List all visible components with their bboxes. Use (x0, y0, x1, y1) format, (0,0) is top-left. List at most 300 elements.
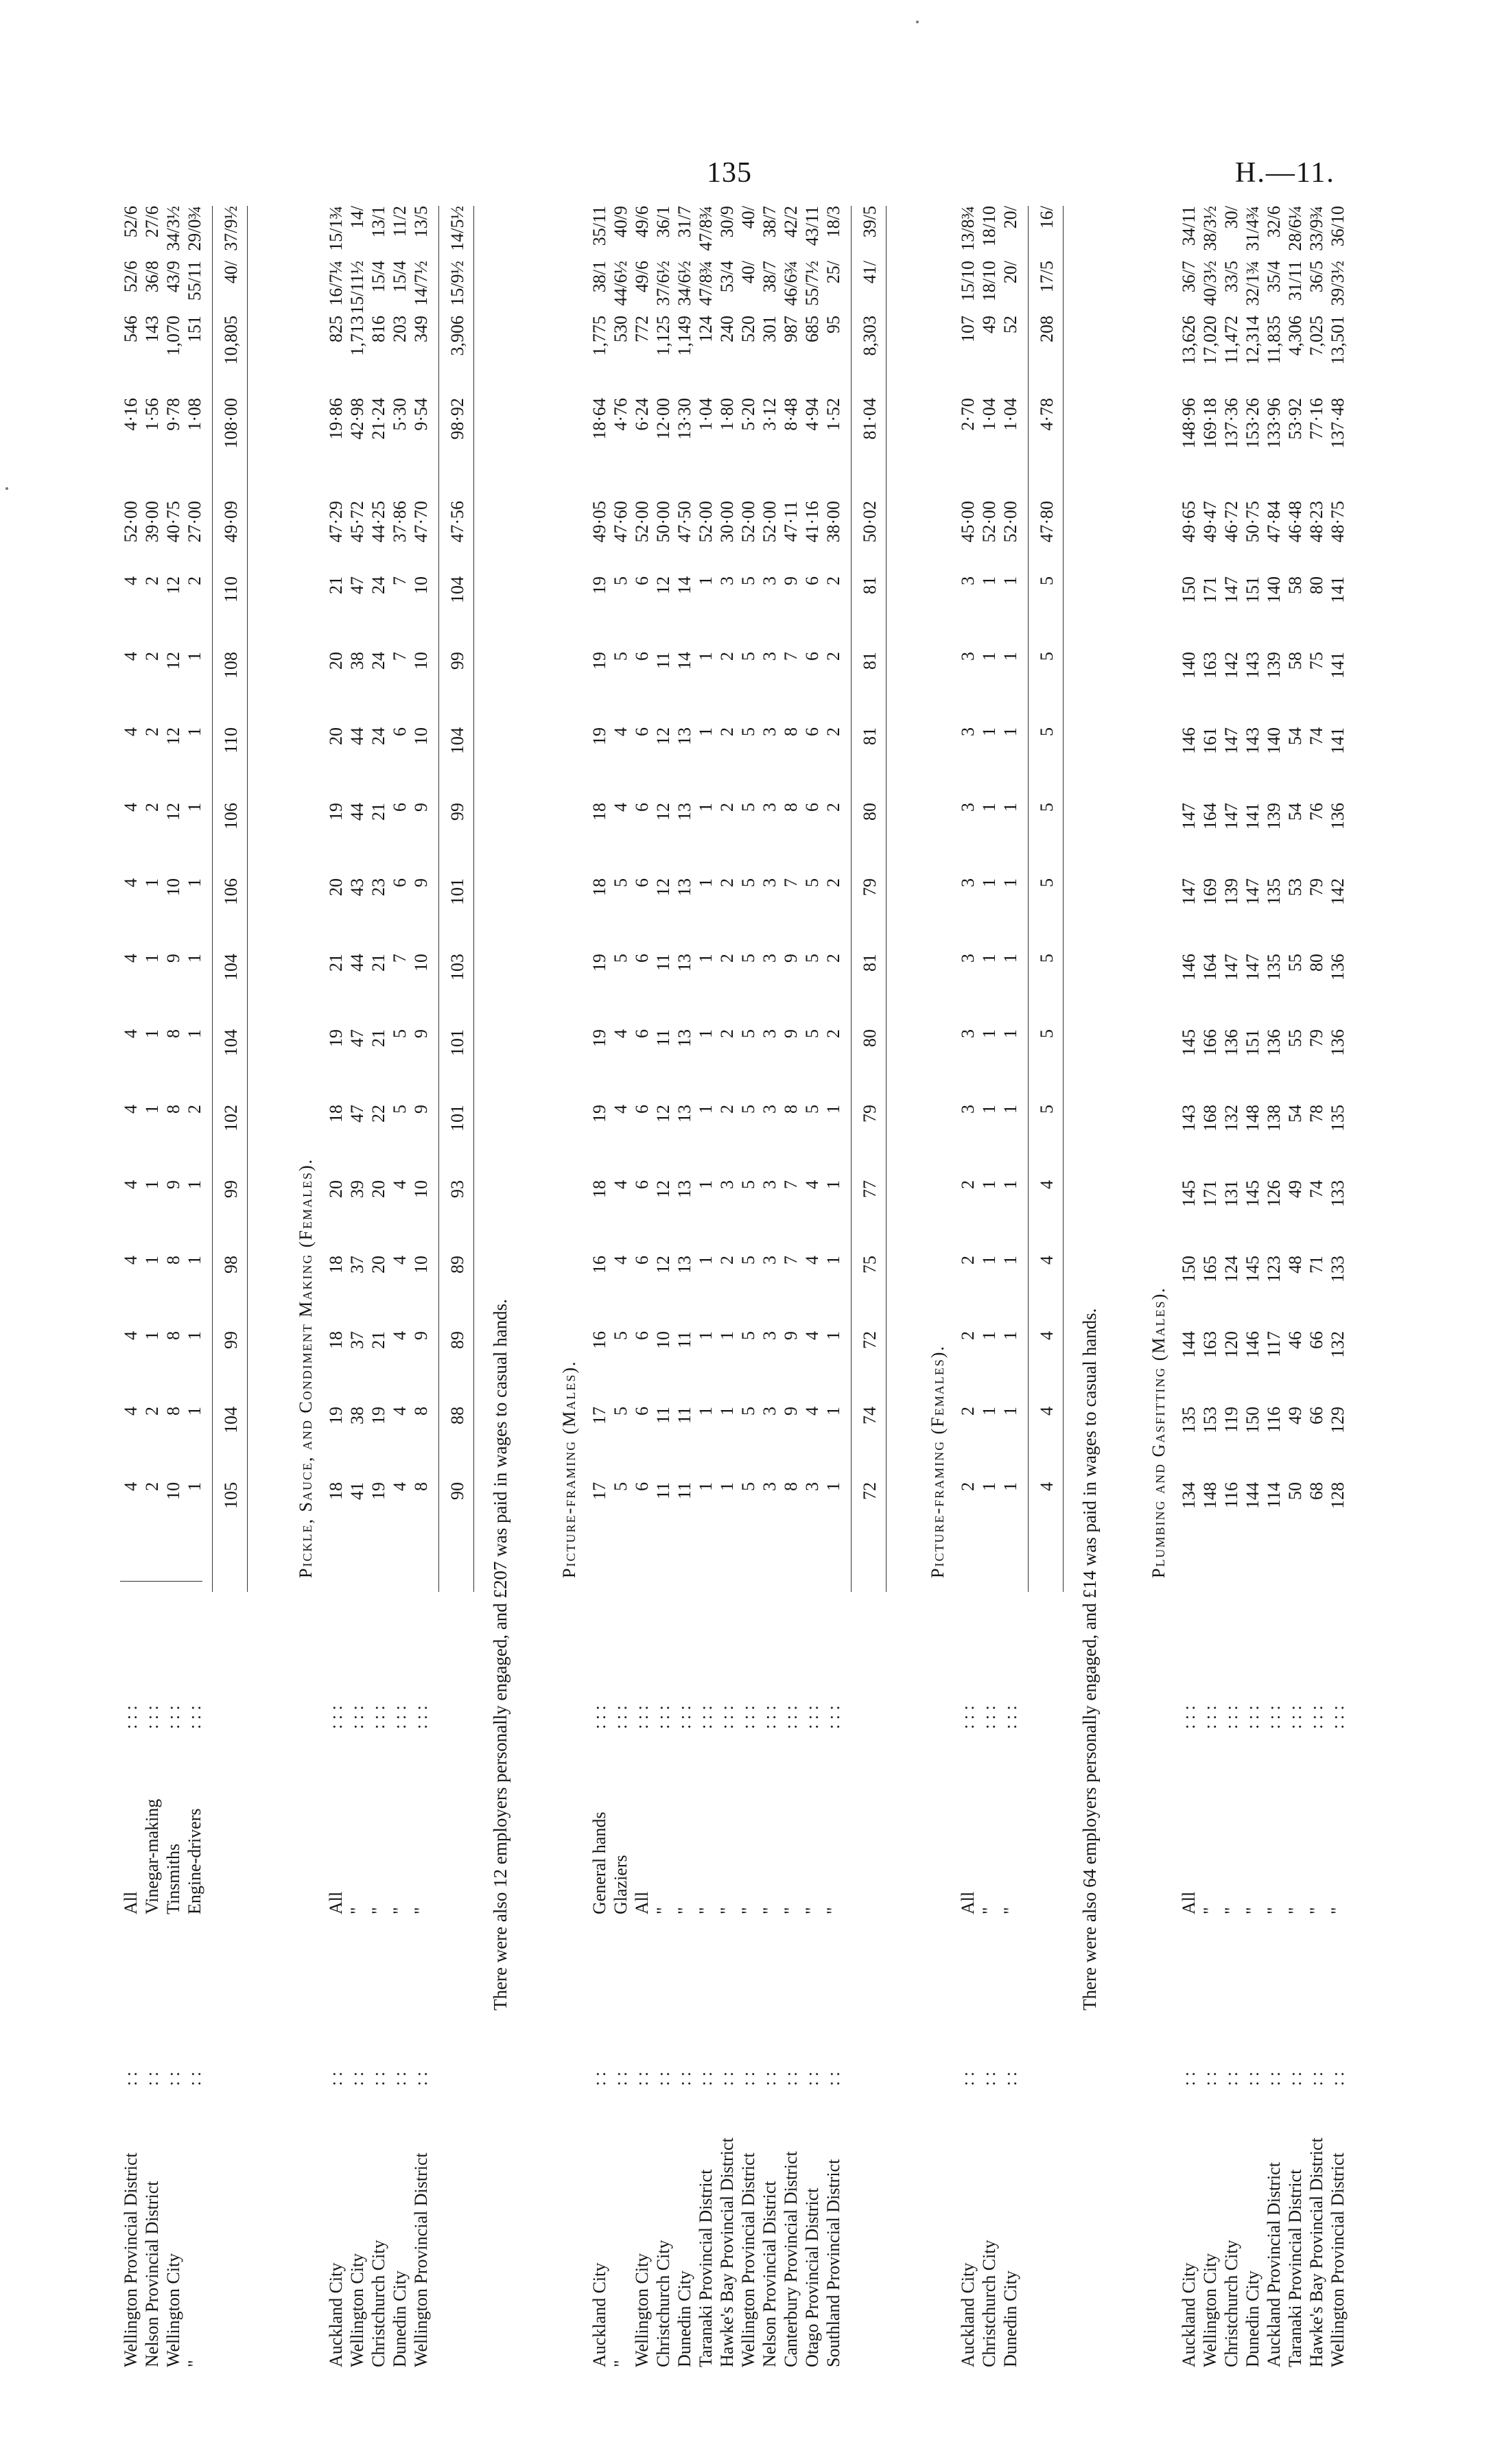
value-cell: 18 (589, 1180, 609, 1198)
value-cell: 5 (611, 878, 631, 887)
value-cell: 146 (1179, 727, 1199, 754)
value-cell: 11 (674, 1407, 694, 1424)
value-cell: 55 (1285, 1029, 1305, 1047)
value-cell: 144 (1243, 1482, 1263, 1509)
total-rule (473, 206, 474, 1592)
value-cell: 9 (411, 1029, 431, 1038)
value-cell: 47·60 (611, 501, 631, 543)
value-cell: 4 (611, 1029, 631, 1038)
value-cell: 52·00 (632, 501, 652, 543)
value-cell: 137·36 (1221, 398, 1241, 449)
value-cell: 16 (589, 1256, 609, 1274)
value-cell: 203 (390, 316, 410, 342)
value-cell: 5 (611, 1331, 631, 1340)
table-row (163, 206, 184, 2367)
value-cell: 1 (696, 1180, 716, 1189)
total-rule (247, 206, 248, 1592)
value-cell: 48·75 (1328, 501, 1348, 543)
value-cell: 1,125 (653, 316, 673, 356)
value-cell: 47 (347, 1105, 367, 1123)
value-cell: 52/6 (121, 261, 141, 293)
leader-dots: : : : (163, 1705, 183, 1729)
table-row (184, 206, 205, 2367)
value-cell: 136 (1328, 803, 1348, 830)
value-cell: 52·00 (760, 501, 779, 543)
total-row (220, 206, 242, 2367)
value-cell: 18 (326, 1331, 346, 1349)
value-cell: 116 (1264, 1407, 1284, 1433)
leader-dots: : : : (185, 1705, 204, 1729)
value-cell: 19 (368, 1407, 388, 1424)
value-cell: 134 (1179, 1482, 1199, 1509)
value-cell: 6 (802, 727, 822, 736)
leader-dots: : : (121, 2072, 141, 2086)
value-cell: 142 (1221, 652, 1241, 679)
section-heading: Plumbing and Gasfitting (Males). (1149, 1287, 1169, 1578)
value-cell: 5 (738, 1029, 758, 1038)
leader-dots: : : (1179, 2072, 1199, 2086)
value-cell: 5 (390, 1105, 410, 1114)
value-cell: 50 (1285, 1482, 1305, 1500)
value-cell: 80 (1306, 576, 1326, 594)
value-cell: 20 (326, 652, 346, 670)
value-cell: 6·24 (632, 398, 652, 431)
value-cell: 1 (1000, 954, 1020, 963)
value-cell: 2 (823, 954, 843, 963)
leader-dots: : : : (368, 1705, 388, 1729)
value-cell: 7 (781, 652, 801, 661)
leader-dots: : : : (1221, 1705, 1241, 1729)
value-cell: 13/5 (411, 206, 431, 238)
leader-dots: : : : (802, 1705, 822, 1729)
value-cell: 4 (611, 1180, 631, 1189)
total-rule (212, 206, 213, 1592)
value-cell: 54 (1285, 727, 1305, 745)
value-cell: 4 (802, 1180, 822, 1189)
value-cell: 20 (326, 878, 346, 896)
value-cell: 8 (781, 1105, 801, 1114)
leader-dots: : : : (823, 1705, 843, 1729)
leader-dots: : : (326, 2072, 346, 2086)
total-cell: 80 (860, 1029, 880, 1047)
total-cell: 88 (447, 1407, 467, 1424)
value-cell: 1 (979, 1256, 999, 1265)
table-row (325, 206, 347, 2367)
total-cell: 89 (447, 1256, 467, 1274)
value-cell: 75 (1306, 652, 1326, 670)
leader-dots: : : : (326, 1705, 346, 1729)
table-row (1284, 206, 1306, 2367)
total-cell: 47·80 (1037, 501, 1057, 543)
value-cell: 19 (589, 652, 609, 670)
value-cell: 21 (326, 954, 346, 972)
value-cell: 13 (674, 727, 694, 745)
value-cell: 4 (121, 1029, 141, 1038)
value-cell: 1 (185, 954, 204, 963)
value-cell: 10 (411, 954, 431, 972)
value-cell: 120 (1221, 1331, 1241, 1358)
value-cell: 30/9 (717, 206, 737, 238)
location-cell: Wellington City (1200, 2253, 1220, 2367)
value-cell: 169·18 (1200, 398, 1220, 449)
value-cell: 8 (163, 1105, 183, 1114)
leader-dots: : : : (781, 1705, 801, 1729)
trade-cell: " (411, 1907, 431, 1914)
total-cell: 4·78 (1037, 398, 1057, 431)
leader-dots: : : : (696, 1705, 716, 1729)
value-cell: 58 (1285, 652, 1305, 670)
value-cell: 37·86 (390, 501, 410, 543)
total-cell: 4 (1037, 1331, 1057, 1340)
trade-cell: Vinegar-making (142, 1798, 162, 1914)
value-cell: 5 (611, 576, 631, 585)
value-cell: 171 (1200, 1180, 1220, 1207)
location-cell: Wellington City (632, 2253, 652, 2367)
value-cell: 47/8¾ (696, 206, 716, 251)
location-cell: Christchurch City (368, 2240, 388, 2367)
leader-dots: : : (368, 2072, 388, 2086)
location-cell: Christchurch City (979, 2240, 999, 2367)
leader-dots: : : (979, 2072, 999, 2086)
total-cell: 4 (1037, 1407, 1057, 1416)
leader-dots: : : (589, 2072, 609, 2086)
value-cell: 2 (823, 1029, 843, 1038)
value-cell: 147 (1221, 727, 1241, 754)
value-cell: 143 (1179, 1105, 1199, 1131)
total-cell: 81·04 (860, 398, 880, 440)
value-cell: 1 (979, 878, 999, 887)
value-cell: 124 (696, 316, 716, 342)
value-cell: 8 (411, 1407, 431, 1416)
page-number: 135 (707, 157, 752, 189)
trade-cell: All (1179, 1891, 1199, 1914)
value-cell: 5 (802, 954, 822, 963)
value-cell: 13·30 (674, 398, 694, 440)
value-cell: 58 (1285, 576, 1305, 594)
value-cell: 46 (1285, 1331, 1305, 1349)
value-cell: 7 (390, 576, 410, 585)
total-cell: 47·56 (447, 501, 467, 543)
table-row (738, 206, 759, 2367)
value-cell: 6 (632, 1105, 652, 1114)
leader-dots: : : : (1285, 1705, 1305, 1729)
value-cell: 147 (1179, 803, 1199, 830)
value-cell: 166 (1200, 1029, 1220, 1056)
value-cell: 31/7 (674, 206, 694, 238)
value-cell: 116 (1221, 1482, 1241, 1509)
value-cell: 3 (760, 1256, 779, 1265)
trade-cell: " (760, 1907, 779, 1914)
trade-cell: " (738, 1907, 758, 1914)
value-cell: 140 (1264, 727, 1284, 754)
value-cell: 25/ (823, 261, 843, 284)
value-cell: 1 (823, 1331, 843, 1340)
value-cell: 12·00 (653, 398, 673, 440)
value-cell: 144 (1179, 1331, 1199, 1358)
leader-dots: : : (1306, 2072, 1326, 2086)
value-cell: 1 (142, 1180, 162, 1189)
value-cell: 17 (589, 1482, 609, 1500)
total-cell: 104 (447, 727, 467, 754)
value-cell: 1 (979, 576, 999, 585)
leader-dots: : : : (653, 1705, 673, 1729)
total-cell: 102 (221, 1105, 241, 1131)
leader-dots: : : : (411, 1705, 431, 1729)
value-cell: 38/3½ (1200, 206, 1220, 251)
value-cell: 7 (390, 652, 410, 661)
total-cell: 81 (860, 576, 880, 594)
location-cell: Wellington City (347, 2253, 367, 2367)
value-cell: 6 (632, 1482, 652, 1491)
trade-cell: " (802, 1907, 822, 1914)
leader-dots: : : : (632, 1705, 652, 1729)
value-cell: 4 (611, 1256, 631, 1265)
value-cell: 19 (326, 1407, 346, 1424)
scan-speck (5, 487, 8, 490)
value-cell: 164 (1200, 954, 1220, 981)
value-cell: 6 (632, 1256, 652, 1265)
value-cell: 6 (802, 576, 822, 585)
value-cell: 13,501 (1328, 316, 1348, 365)
table-row (759, 206, 780, 2367)
total-cell: 4 (1037, 1256, 1057, 1265)
value-cell: 5·30 (390, 398, 410, 431)
value-cell: 139 (1264, 803, 1284, 830)
value-cell: 20 (326, 727, 346, 745)
value-cell: 7 (781, 1256, 801, 1265)
value-cell: 47 (347, 1029, 367, 1047)
value-cell: 3 (958, 652, 978, 661)
value-cell: 685 (802, 316, 822, 342)
value-cell: 12 (653, 576, 673, 594)
value-cell: 46·48 (1285, 501, 1305, 543)
value-cell: 13 (674, 1180, 694, 1198)
value-cell: 163 (1200, 652, 1220, 679)
total-cell: 5 (1037, 954, 1057, 963)
leader-dots: : : (738, 2072, 758, 2086)
value-cell: 19 (589, 1029, 609, 1047)
leader-dots: : : : (1200, 1705, 1220, 1729)
value-cell: 47·84 (1264, 501, 1284, 543)
value-cell: 79 (1306, 878, 1326, 896)
value-cell: 40/9 (611, 206, 631, 238)
total-cell: 104 (221, 1407, 241, 1433)
trade-cell: " (653, 1907, 673, 1914)
value-cell: 13 (674, 1029, 694, 1047)
value-cell: 49 (1285, 1180, 1305, 1198)
trade-cell: " (717, 1907, 737, 1914)
value-cell: 6 (632, 1180, 652, 1189)
value-cell: 4 (121, 1482, 141, 1491)
value-cell: 1 (142, 954, 162, 963)
value-cell: 133 (1328, 1256, 1348, 1282)
value-cell: 8 (411, 1482, 431, 1491)
value-cell: 11 (653, 1407, 673, 1424)
trade-cell: " (823, 1907, 843, 1914)
value-cell: 16 (589, 1331, 609, 1349)
trade-cell: " (674, 1907, 694, 1914)
value-cell: 136 (1328, 954, 1348, 981)
value-cell: 37 (347, 1256, 367, 1274)
value-cell: 1 (696, 803, 716, 812)
value-cell: 44·25 (368, 501, 388, 543)
value-cell: 13 (674, 1256, 694, 1274)
value-cell: 49·05 (589, 501, 609, 543)
value-cell: 2 (717, 954, 737, 963)
value-cell: 20 (368, 1256, 388, 1274)
leader-dots: : : (1264, 2072, 1284, 2086)
value-cell: 19 (589, 954, 609, 972)
value-cell: 3 (760, 878, 779, 887)
location-cell: Canterbury Provincial District (781, 2151, 801, 2367)
leader-dots: : : (696, 2072, 716, 2086)
value-cell: 1 (142, 1105, 162, 1114)
value-cell: 27/6 (142, 206, 162, 238)
total-cell: 90 (447, 1482, 467, 1500)
leader-dots: : : (1243, 2072, 1263, 2086)
value-cell: 1 (1000, 1105, 1020, 1114)
total-row (859, 206, 880, 2367)
value-cell: 148 (1200, 1482, 1220, 1509)
trade-cell: " (368, 1907, 388, 1914)
value-cell: 1·56 (142, 398, 162, 431)
value-cell: 4 (802, 1331, 822, 1340)
value-cell: 10 (411, 1256, 431, 1274)
value-cell: 42·98 (347, 398, 367, 440)
value-cell: 6 (632, 878, 652, 887)
value-cell: 9 (411, 1105, 431, 1114)
leader-dots: : : (760, 2072, 779, 2086)
value-cell: 147 (1221, 803, 1241, 830)
value-cell: 21 (326, 576, 346, 594)
value-cell: 47·50 (674, 501, 694, 543)
value-cell: 146 (1179, 954, 1199, 981)
leader-dots: : : (1221, 2072, 1241, 2086)
value-cell: 13/8¾ (958, 206, 978, 251)
value-cell: 301 (760, 316, 779, 342)
value-cell: 3 (958, 1029, 978, 1038)
value-cell: 11,835 (1264, 316, 1284, 364)
value-cell: 4 (390, 1331, 410, 1340)
total-cell: 106 (221, 878, 241, 905)
value-cell: 49/6 (632, 206, 652, 238)
value-cell: 10 (411, 727, 431, 745)
value-cell: 13 (674, 878, 694, 896)
total-cell: 72 (860, 1482, 880, 1500)
total-cell: 5 (1037, 878, 1057, 887)
leader-dots: : : : (611, 1705, 631, 1729)
value-cell: 9 (163, 954, 183, 963)
value-cell: 38 (347, 1407, 367, 1424)
table-row (780, 206, 801, 2367)
table-row (410, 206, 432, 2367)
leader-dots: : : (185, 2072, 204, 2086)
value-cell: 4 (611, 803, 631, 812)
trade-cell: " (1264, 1907, 1284, 1914)
location-cell: Auckland City (589, 2262, 609, 2367)
value-cell: 139 (1264, 652, 1284, 679)
value-cell: 136 (1264, 1029, 1284, 1056)
value-cell: 171 (1200, 576, 1220, 603)
value-cell: 2 (142, 1407, 162, 1416)
value-cell: 5 (738, 1180, 758, 1189)
value-cell: 140 (1264, 576, 1284, 603)
leader-dots: : : (958, 2072, 978, 2086)
value-cell: 95 (823, 316, 843, 333)
value-cell: 19 (326, 803, 346, 821)
value-cell: 40/ (738, 261, 758, 284)
value-cell: 52/6 (121, 206, 141, 238)
table-row (610, 206, 631, 2367)
value-cell: 142 (1328, 878, 1348, 905)
value-cell: 135 (1264, 878, 1284, 905)
page-reference: H.—11. (1235, 157, 1335, 189)
value-cell: 1 (185, 727, 204, 736)
value-cell: 6 (632, 1331, 652, 1340)
value-cell: 4 (121, 1331, 141, 1340)
value-cell: 4 (121, 1105, 141, 1114)
value-cell: 4 (390, 1482, 410, 1491)
value-cell: 14/7½ (411, 261, 431, 306)
total-cell: 16/ (1037, 206, 1057, 229)
location-cell: Auckland City (1179, 2262, 1199, 2367)
total-cell: 4 (1037, 1482, 1057, 1491)
value-cell: 1 (1000, 1482, 1020, 1491)
value-cell: 124 (1221, 1256, 1241, 1282)
total-row (447, 206, 468, 2367)
value-cell: 53·92 (1285, 398, 1305, 440)
value-cell: 2 (823, 803, 843, 812)
value-cell: 165 (1200, 1256, 1220, 1282)
value-cell: 8 (163, 1256, 183, 1265)
value-cell: 36/7 (1179, 261, 1199, 293)
value-cell: 1 (185, 1180, 204, 1189)
value-cell: 987 (781, 316, 801, 342)
value-cell: 1 (979, 1407, 999, 1416)
value-cell: 12 (163, 652, 183, 670)
value-cell: 2 (717, 652, 737, 661)
section-heading: Picture-framing (Females). (928, 1345, 948, 1578)
table-row (1178, 206, 1199, 2367)
value-cell: 20 (326, 1180, 346, 1198)
value-cell: 18/10 (979, 206, 999, 247)
total-cell: 108 (221, 652, 241, 679)
value-cell: 1 (142, 878, 162, 887)
total-cell: 104 (221, 1029, 241, 1056)
value-cell: 2 (717, 1029, 737, 1038)
value-cell: 6 (632, 576, 652, 585)
value-cell: 9 (411, 1331, 431, 1340)
value-cell: 46·72 (1221, 501, 1241, 543)
value-cell: 55/7½ (802, 261, 822, 306)
value-cell: 1 (696, 1482, 716, 1491)
value-cell: 3 (717, 576, 737, 585)
trade-cell: Engine-drivers (185, 1808, 204, 1914)
value-cell: 13,626 (1179, 316, 1199, 365)
location-cell: Hawke's Bay Provincial District (717, 2137, 737, 2367)
table-row (1327, 206, 1348, 2367)
value-cell: 49·47 (1200, 501, 1220, 543)
value-cell: 9 (411, 878, 431, 887)
value-cell: 1 (185, 1331, 204, 1340)
value-cell: 41·16 (802, 501, 822, 543)
value-cell: 15/11½ (347, 261, 367, 314)
value-cell: 1 (979, 727, 999, 736)
value-cell: 3 (958, 727, 978, 736)
total-cell: 98 (221, 1256, 241, 1274)
value-cell: 141 (1243, 803, 1263, 830)
value-cell: 44 (347, 954, 367, 972)
